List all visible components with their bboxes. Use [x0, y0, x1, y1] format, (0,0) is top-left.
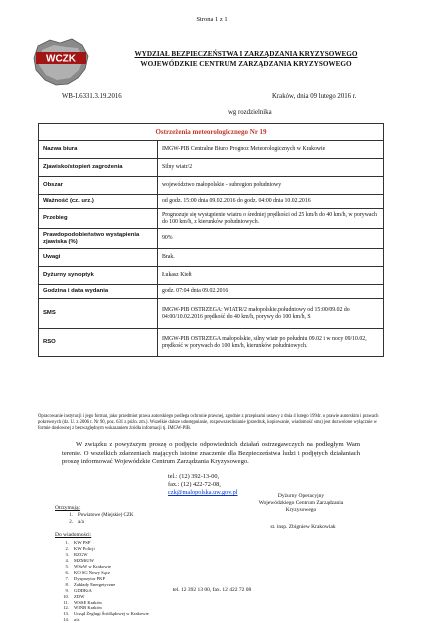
- table-row: [39, 285, 384, 299]
- duty-officer-unit: Wojewódzkiego Centrum Zarządzania: [258, 500, 344, 506]
- row-label: RSO: [39, 329, 158, 357]
- table-row: [39, 159, 384, 177]
- warning-title-row: [39, 124, 384, 141]
- list-item: 3. RZGW: [65, 551, 88, 557]
- row-label: Przebieg: [39, 209, 158, 229]
- row-label: Prawdopodobieństwo wystąpienia zjawiska (%): [39, 229, 158, 249]
- list-item: 13. Urząd Żeglugi Śródlądowej w Krakowie: [63, 611, 149, 617]
- table-row: [39, 267, 384, 285]
- row-value: godz. 07:04 dnia 09.02.2016: [158, 285, 384, 299]
- row-label: Ważność (cz. urz.): [39, 195, 158, 209]
- instruction-paragraph: W związku z powyższym proszę o podjęcie odpowiednich działań ostrzegawczych na podległym Wam terenie. O wszelkich zdarzeniach mających istotne znaczenie dla Bezpieczeństwa ludzi i podjętych działaniach proszę informować Wojewódzkie Centrum Zarządzania Kryzysowego.: [62, 441, 360, 465]
- list-item: 5. WSzW w Krakowie: [65, 563, 111, 569]
- copyright-notes: Opracowanie instytucji i jego format, jako przedmiot prawa autorskiego podlega ochronie prawnej, zgodnie z przepisami ustawy z dnia 4 lutego 1994r. o prawie autorskim i prawach pokrewnych (dz. U. z 2006 r. Nr 90, poz. 631 z późn. zm.). Wszelkie dalsze udostępnianie, rozpowszechnianie (przedruk, kopiowanie, wiadomość sms) jest dozwolone wyłącznie w formie dosłownej z bezwzględnym wskazaniem źródła informacji tj. IMGW-PIB.: [38, 414, 379, 432]
- table-row: [39, 141, 384, 159]
- row-label: Zjawisko/stopień zagrożenia: [39, 159, 158, 177]
- list-item: 12. WINB Kraków: [63, 605, 103, 611]
- list-item: 2. KW Policji: [65, 545, 95, 551]
- duty-officer-title: Dyżurny Operacyjny: [277, 493, 325, 499]
- department-title: WYDZIAŁ BEZPIECZEŃSTWA I ZARZĄDZANIA KRYZYSOWEGO: [134, 50, 358, 58]
- row-value: od godz. 15:00 dnia 09.02.2016 do godz. 04:00 dnia 10.02.2016: [158, 195, 384, 209]
- list-item: 1. KW PSP: [65, 540, 91, 545]
- contact-block: [168, 473, 238, 497]
- distribution-note: wg rozdzielnika: [228, 109, 272, 116]
- row-label: Nazwa biura: [39, 141, 158, 159]
- list-item: 1. Powiatowe (Miejskie) CZK: [69, 513, 134, 518]
- row-value: Prognozuje się wystąpienie wiatru o średniej prędkości od 25 km/h do 40 km/h, w porywach do 100 km/h, z kierunków południowych.: [158, 209, 384, 229]
- warning-table: [38, 123, 384, 357]
- row-value: Łukasz Kiełt: [158, 267, 384, 285]
- table-row: [39, 299, 384, 329]
- row-value: IMGW-PIB Centralne Biuro Prognoz Meteorologicznych w Krakowie: [158, 141, 384, 159]
- list-item: 11. WSSE Kraków: [63, 599, 103, 605]
- duty-officer-block: [258, 493, 344, 514]
- info-heading: Do wiadomości:: [55, 532, 92, 538]
- signature: st. insp. Zbigniew Krakowiak: [270, 524, 336, 530]
- logo-text: WCZK: [46, 53, 76, 65]
- contact-fax: fax.: (12) 422-72-08,: [168, 481, 221, 488]
- contact-email-link[interactable]: czk@malopolska.uw.gov.pl: [168, 489, 238, 496]
- list-item: 4. MZMiUW: [65, 557, 94, 563]
- table-row: [39, 229, 384, 249]
- table-row: [39, 177, 384, 195]
- row-value: Silny wiatr/2: [158, 159, 384, 177]
- table-row: [39, 195, 384, 209]
- table-row: [39, 329, 384, 357]
- row-value: Brak.: [158, 249, 384, 267]
- row-label: Godzina i data wydania: [39, 285, 158, 299]
- place-date: Kraków, dnia 09 lutego 2016 r.: [272, 93, 357, 100]
- page-number: Strona 1 z 1: [196, 16, 228, 23]
- footer-contact: tel. 12 392 13 00, fax. 12 422 72 08: [172, 587, 252, 593]
- reference-number: WB-I.6331.3.19.2016: [62, 93, 122, 100]
- list-item: 14. a/a: [63, 617, 80, 623]
- row-label: SMS: [39, 299, 158, 329]
- list-item: 7. Dyspozytor PKP: [65, 575, 106, 581]
- recipients-list: [62, 513, 134, 526]
- row-value: województwo małopolskie - subregion południowy: [158, 177, 384, 195]
- row-label: Obszar: [39, 177, 158, 195]
- duty-officer-unit-cont: Kryzysowego: [285, 507, 317, 513]
- info-list: [58, 540, 149, 623]
- table-row: [39, 209, 384, 229]
- table-row: [39, 249, 384, 267]
- row-label: Uwagi: [39, 249, 158, 267]
- list-item: 8. Zakłady Energetyczne: [65, 581, 116, 587]
- contact-tel: tel.: (12) 392-13-00,: [168, 473, 220, 480]
- wczk-logo: [30, 36, 92, 88]
- warning-title: Ostrzeżenia meteorologicznego Nr 19: [39, 124, 384, 141]
- row-value: IMGW-PIB OSTRZEGA małopolskie, silny wiatr po południu 09.02 i w nocy 09/10.02, prędkość w porywach do 100 km/h, kierunków południowych.: [158, 329, 384, 357]
- row-value: 90%: [158, 229, 384, 249]
- list-item: 9. GDDKiA: [65, 587, 92, 593]
- recipients-heading: Otrzymują:: [55, 505, 81, 511]
- row-label: Dyżurny synoptyk: [39, 267, 158, 285]
- list-item: 6. KO SG Nowy Sącz: [65, 569, 110, 575]
- list-item: 10. ZDW: [63, 593, 85, 599]
- list-item: 2. a/a: [69, 519, 84, 525]
- center-title: WOJEWÓDZKIE CENTRUM ZARZĄDZANIA KRYZYSOWEGO: [140, 60, 352, 68]
- row-value: IMGW-PIB OSTRZEGA: WIATR/2 małopolskie.południowy od 15:00/09.02 do 04:00/10.02.2016 prędkość do 40 km/h, porywy do 100 km/h, S: [158, 299, 384, 329]
